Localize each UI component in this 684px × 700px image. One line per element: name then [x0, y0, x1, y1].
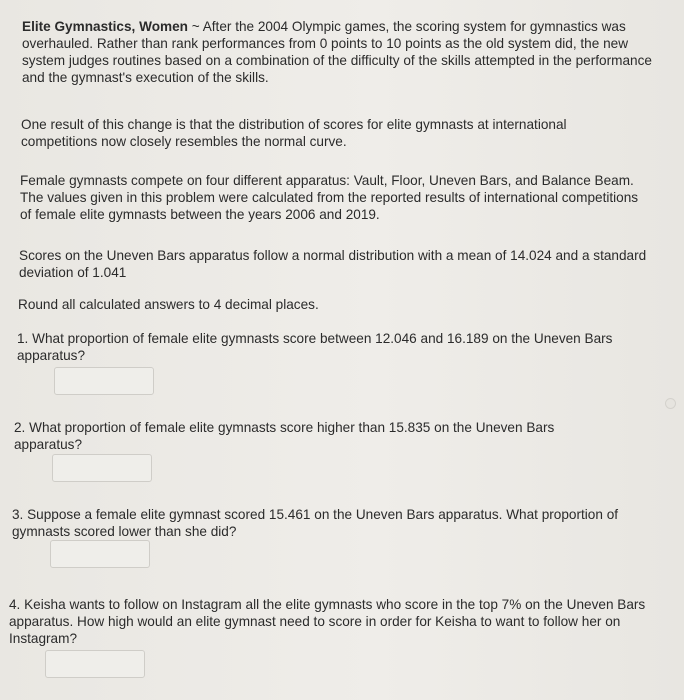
answer-input-4[interactable]	[45, 650, 145, 678]
intro-paragraph	[22, 18, 658, 86]
answer-input-1[interactable]	[54, 367, 154, 395]
apparatus-paragraph: Female gymnasts compete on four different apparatus: Vault, Floor, Uneven Bars, and Balance Beam. The values given in this problem were calculated from the reported results of international competitions of female elite gymnasts between the years 2006 and 2019.	[20, 173, 639, 222]
page-edge-mark	[665, 398, 676, 409]
intro-text: After the 2004 Olympic games, the scoring system for gymnastics was overhauled. Rather than rank performances from 0 points to 10 points as the old system did, the new system judges routines based on a combination of the difficulty of the skills attempted in the performance and the gymnast's execution of the skills.	[22, 19, 652, 85]
answer-input-3[interactable]	[50, 540, 150, 568]
question-3: 3. Suppose a female elite gymnast scored 15.461 on the Uneven Bars apparatus. What proportion of gymnasts scored lower than she did?	[12, 507, 619, 539]
normal-curve-paragraph: One result of this change is that the distribution of scores for elite gymnasts at international competitions now closely resembles the normal curve.	[21, 117, 567, 149]
answer-input-2[interactable]	[52, 454, 152, 482]
question-1: 1. What proportion of female elite gymnasts score between 12.046 and 16.189 on the Uneven Bars apparatus?	[17, 331, 613, 363]
question-2: 2. What proportion of female elite gymnasts score higher than 15.835 on the Uneven Bars apparatus?	[14, 420, 555, 452]
question-4: 4. Keisha wants to follow on Instagram all the elite gymnasts who score in the top 7% on the Uneven Bars apparatus. How high would an elite gymnast need to score in order for Keisha to want to follow her on Instagram?	[9, 597, 646, 646]
rounding-instruction: Round all calculated answers to 4 decimal places.	[18, 297, 319, 312]
intro-separator: ~	[191, 19, 200, 34]
intro-title: Elite Gymnastics, Women	[22, 19, 188, 34]
distribution-paragraph: Scores on the Uneven Bars apparatus follow a normal distribution with a mean of 14.024 and a standard deviation of 1.041	[19, 248, 647, 280]
